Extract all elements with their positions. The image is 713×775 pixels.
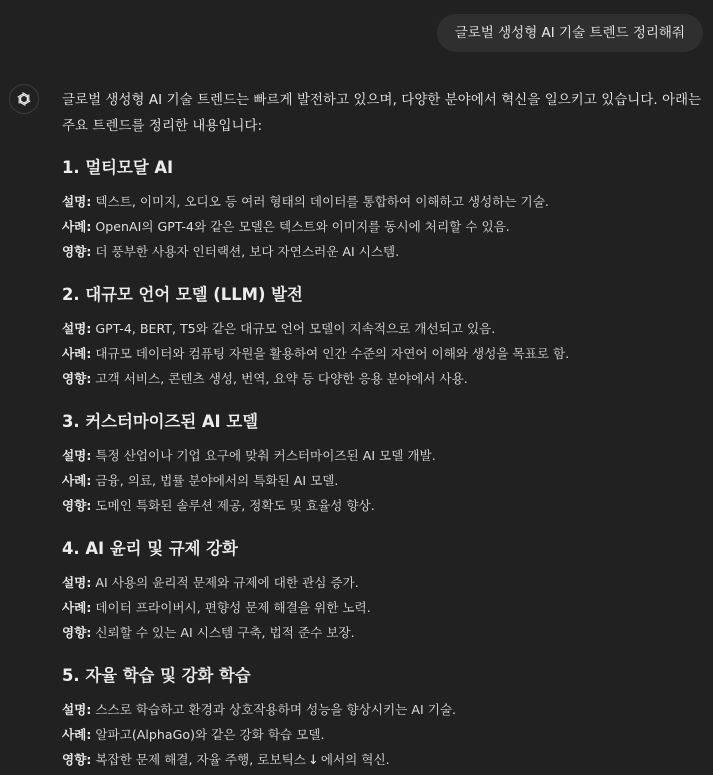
example-label: 사례: bbox=[62, 219, 92, 234]
section-heading: 3. 커스터마이즈된 AI 모델 bbox=[62, 412, 259, 431]
assistant-avatar bbox=[9, 84, 39, 114]
response-intro: 글로벌 생성형 AI 기술 트렌드는 빠르게 발전하고 있으며, 다양한 분야에서 혁신을 일으키고 있습니다. 아래는 주요 트렌드를 정리한 내용입니다: bbox=[62, 93, 702, 134]
example-line bbox=[62, 341, 704, 366]
assistant-response bbox=[62, 88, 704, 772]
impact-text: 신뢰할 수 있는 AI 시스템 구축, 법적 준수 보장. bbox=[95, 625, 355, 640]
impact-text: 도메인 특화된 솔루션 제공, 정확도 및 효율성 향상. bbox=[95, 498, 375, 513]
description-line bbox=[62, 443, 704, 468]
example-label: 사례: bbox=[62, 727, 92, 742]
example-line bbox=[62, 722, 704, 747]
description-text: AI 사용의 윤리적 문제와 규제에 대한 관심 증가. bbox=[95, 575, 359, 590]
trend-section-multimodal bbox=[62, 152, 704, 264]
impact-label: 영향: bbox=[62, 752, 92, 767]
impact-line bbox=[62, 366, 704, 391]
example-text: OpenAI의 GPT-4와 같은 모델은 텍스트와 이미지를 동시에 처리할 수 있음. bbox=[95, 219, 510, 234]
impact-label: 영향: bbox=[62, 498, 92, 513]
impact-text-tail: 에서의 혁신. bbox=[320, 752, 390, 767]
impact-line bbox=[62, 747, 704, 772]
description-text: GPT-4, BERT, T5와 같은 대규모 언어 모델이 지속적으로 개선되고 있음. bbox=[95, 321, 496, 336]
description-text: 특정 산업이나 기업 요구에 맞춰 커스터마이즈된 AI 모델 개발. bbox=[95, 448, 436, 463]
description-label: 설명: bbox=[62, 448, 92, 463]
description-label: 설명: bbox=[62, 194, 92, 209]
description-text: 스스로 학습하고 환경과 상호작용하며 성능을 향상시키는 AI 기술. bbox=[95, 702, 457, 717]
description-label: 설명: bbox=[62, 575, 92, 590]
description-line bbox=[62, 189, 704, 214]
impact-label: 영향: bbox=[62, 625, 92, 640]
example-line bbox=[62, 595, 704, 620]
impact-line bbox=[62, 239, 704, 264]
impact-text: 고객 서비스, 콘텐츠 생성, 번역, 요약 등 다양한 응용 분야에서 사용. bbox=[95, 371, 468, 386]
example-label: 사례: bbox=[62, 600, 92, 615]
description-line bbox=[62, 316, 704, 341]
impact-text: 더 풍부한 사용자 인터랙션, 보다 자연스러운 AI 시스템. bbox=[95, 244, 400, 259]
example-text: 대규모 데이터와 컴퓨팅 자원을 활용하여 인간 수준의 자연어 이해와 생성을 목표로 함. bbox=[95, 346, 570, 361]
example-text: 금융, 의료, 법률 분야에서의 특화된 AI 모델. bbox=[95, 473, 339, 488]
example-label: 사례: bbox=[62, 473, 92, 488]
description-line bbox=[62, 697, 704, 722]
impact-text: 복잡한 문제 해결, 자율 주행, 로보틱스 bbox=[95, 752, 306, 767]
description-text: 텍스트, 이미지, 오디오 등 여러 형태의 데이터를 통합하여 이해하고 생성하는 기술. bbox=[95, 194, 549, 209]
example-text: 알파고(AlphaGo)와 같은 강화 학습 모델. bbox=[95, 727, 325, 742]
trend-section-reinforcement-learning bbox=[62, 660, 704, 772]
section-heading: 4. AI 윤리 및 규제 강화 bbox=[62, 539, 238, 558]
example-text: 데이터 프라이버시, 편향성 문제 해결을 위한 노력. bbox=[95, 600, 371, 615]
section-heading: 5. 자율 학습 및 강화 학습 bbox=[62, 666, 251, 685]
example-line bbox=[62, 468, 704, 493]
trend-section-custom-models bbox=[62, 406, 704, 518]
example-label: 사례: bbox=[62, 346, 92, 361]
impact-line bbox=[62, 493, 704, 518]
trend-section-ethics-regulation bbox=[62, 533, 704, 645]
impact-label: 영향: bbox=[62, 244, 92, 259]
example-line bbox=[62, 214, 704, 239]
user-message-bubble: 글로벌 생성형 AI 기술 트렌드 정리해줘 bbox=[437, 14, 703, 52]
description-line bbox=[62, 570, 704, 595]
trend-section-llm bbox=[62, 279, 704, 391]
scroll-down-arrow-icon[interactable]: ↓ bbox=[307, 753, 319, 768]
impact-label: 영향: bbox=[62, 371, 92, 386]
section-heading: 1. 멀티모달 AI bbox=[62, 158, 174, 177]
impact-line bbox=[62, 620, 704, 645]
openai-logo-icon bbox=[15, 90, 33, 108]
description-label: 설명: bbox=[62, 321, 92, 336]
description-label: 설명: bbox=[62, 702, 92, 717]
section-heading: 2. 대규모 언어 모델 (LLM) 발전 bbox=[62, 285, 303, 304]
